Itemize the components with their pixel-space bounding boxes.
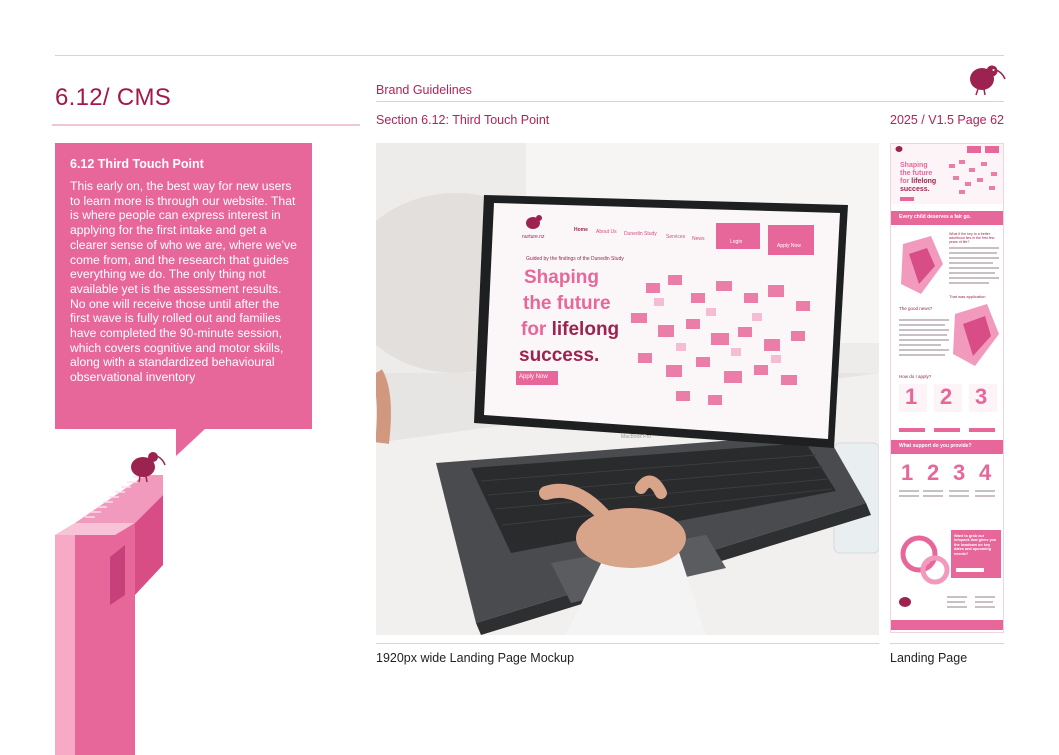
site-hero-for: for bbox=[521, 319, 552, 340]
site-hero-line3 bbox=[521, 319, 619, 341]
mock-support-1: 1 bbox=[901, 460, 914, 485]
mock-support-3: 3 bbox=[953, 460, 966, 485]
site-hero-lifelong: lifelong bbox=[551, 319, 620, 340]
site-nav-services: Services bbox=[666, 234, 686, 240]
keyboard-brand: MacBook Pro bbox=[621, 434, 652, 440]
site-logo-text: nurture.nz bbox=[522, 234, 545, 240]
mock-hero-line3 bbox=[900, 178, 936, 185]
mock-support-2: 2 bbox=[927, 460, 940, 485]
mock-support-4: 4 bbox=[979, 460, 992, 485]
stairs-illustration bbox=[55, 445, 170, 755]
page-title: 6.12/ CMS bbox=[55, 84, 172, 111]
mock-step-2: 2 bbox=[940, 384, 953, 409]
top-rule bbox=[55, 55, 1004, 56]
brand-guidelines-label: Brand Guidelines bbox=[376, 83, 472, 97]
mock-good-news: The good news? bbox=[899, 306, 933, 311]
kiwi-logo-icon bbox=[966, 62, 1006, 96]
callout-tail bbox=[176, 428, 208, 458]
callout-box bbox=[55, 143, 312, 429]
mock-step-1: 1 bbox=[905, 384, 918, 409]
site-hero-line2: the future bbox=[523, 293, 611, 314]
mock-hero-line2: the future bbox=[900, 170, 933, 177]
mock-newsletter: Want to grab our infopack that gives you the lowdown on key dates and upcoming events? bbox=[954, 534, 997, 556]
mock-question: What if the key to a better adulthood lies in the first few years of life? bbox=[949, 232, 995, 245]
page-number: 2025 / V1.5 Page 62 bbox=[890, 113, 1004, 127]
site-apply-nav-button: Apply Now bbox=[777, 243, 801, 249]
site-nav-home: Home bbox=[574, 227, 588, 233]
callout-title: 6.12 Third Touch Point bbox=[70, 157, 204, 171]
mock-hero-lifelong: lifelong bbox=[911, 178, 937, 185]
laptop-photo bbox=[376, 143, 879, 635]
title-rule bbox=[52, 124, 360, 126]
mock-hero-line1: Shaping bbox=[900, 162, 928, 169]
section-subtitle: Section 6.12: Third Touch Point bbox=[376, 113, 550, 127]
header-rule bbox=[376, 101, 1004, 102]
mock-band-2: What support do you provide? bbox=[899, 443, 972, 449]
caption-rule-right bbox=[890, 643, 1004, 644]
site-nav-about: About Us bbox=[596, 229, 617, 235]
mock-hero-for: for bbox=[900, 178, 912, 185]
mock-how-apply: How do I apply? bbox=[899, 374, 932, 379]
site-hero-line4: success. bbox=[519, 345, 600, 366]
callout-body: This early on, the best way for new users to learn more is through our website. That is where people can express interest in applying for the first intake and get a clearer sense of who we are, where we’ve come from, and the research that guides everything we do. The only thing not available yet is the assessment results. No one will receive those until after the first wave is fully rolled out and families have completed the 90-minute session, which covers cognitive and motor skills, along with a standardized behavioural observational inventory bbox=[70, 179, 297, 385]
site-hero-line1: Shaping bbox=[524, 267, 599, 288]
site-nav-news: News bbox=[692, 236, 705, 242]
site-apply-button: Apply Now bbox=[519, 374, 548, 380]
mock-hero-line4: success. bbox=[900, 186, 930, 193]
mock-apply-cta: That was application bbox=[949, 294, 986, 299]
site-login-button: Login bbox=[730, 239, 743, 245]
caption-rule-left bbox=[376, 643, 879, 644]
site-guided-text: Guided by the findings of the Dunedin Study bbox=[526, 256, 624, 262]
mock-step-3: 3 bbox=[975, 384, 988, 409]
mock-band-1: Every child deserves a fair go. bbox=[899, 214, 971, 220]
caption-landing-page: Landing Page bbox=[890, 651, 968, 665]
landing-page-mock bbox=[890, 143, 1004, 633]
site-nav-study: Dunedin Study bbox=[624, 231, 657, 237]
caption-mockup: 1920px wide Landing Page Mockup bbox=[376, 651, 575, 665]
